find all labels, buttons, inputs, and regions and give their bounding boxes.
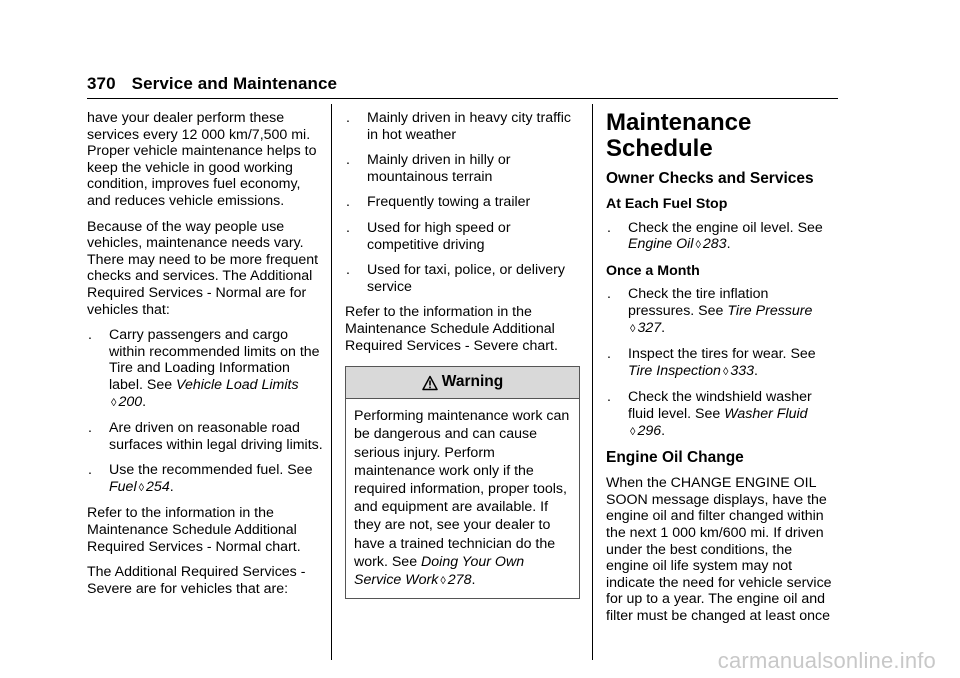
subsection-heading: Engine Oil Change bbox=[606, 449, 744, 467]
page-ref-icon: ◊ bbox=[138, 481, 145, 494]
paragraph: When the CHANGE ENGINE OIL SOON message displays, have the engine oil and filter changed within the next 1 000 km/600 mi. If driven under the best conditions, the engine oil life system may not indicate the need for vehicle service for up to a year. The engine oil and filter must be changed at least once bbox=[606, 475, 832, 624]
bullet-text: Check the windshield washer fluid level. See bbox=[628, 389, 812, 422]
bullet-dot: . bbox=[607, 219, 611, 236]
bullet-text: Inspect the tires for wear. See bbox=[628, 346, 816, 363]
cross-reference-link[interactable]: Vehicle Load Limits bbox=[176, 376, 299, 393]
page-ref-number[interactable]: 296 bbox=[637, 422, 662, 439]
paragraph: have your dealer perform these services every 12 000 km/7,500 mi. Proper vehicle maintenance helps to keep the vehicle in good working condition, improves fuel economy, and reduces vehicle emissions. bbox=[87, 110, 317, 209]
warning-header bbox=[346, 367, 579, 399]
section-title: Service and Maintenance bbox=[131, 74, 338, 93]
bullet-text: Used for high speed or competitive driving bbox=[367, 219, 511, 253]
bullet-text: Mainly driven in hilly or mountainous terrain bbox=[367, 152, 511, 185]
bullet-dot: . bbox=[346, 219, 350, 236]
page-ref-icon: ◊ bbox=[630, 322, 636, 335]
cross-reference-link[interactable]: Engine Oil bbox=[628, 236, 694, 253]
column-divider bbox=[331, 104, 332, 660]
bullet-item: . Inspect the tires for wear. See Tire Inspection ◊ 333. bbox=[607, 346, 816, 379]
bullet-dot: . bbox=[346, 110, 350, 126]
warning-body: Performing maintenance work can be dangerous and can cause serious injury. Perform maintenance work only if the required information, proper tools, and equipment are available. If they are not, see your dealer to have a trained technician do the work. See Doing Your Own Service Work ◊ 278. bbox=[354, 408, 570, 588]
paragraph: Because of the way people use vehicles, maintenance needs vary. There may need to be more frequent checks and services. The Additional Required Services - Normal are for vehicles that: bbox=[87, 218, 319, 318]
watermark: carmanualsonline.info bbox=[717, 648, 936, 673]
page-ref-icon: ◊ bbox=[111, 396, 117, 409]
bullet-item bbox=[345, 194, 580, 211]
cross-reference-link[interactable]: Tire Inspection bbox=[628, 362, 721, 379]
bullet-dot: . bbox=[607, 346, 611, 363]
warning-triangle-icon bbox=[422, 375, 438, 391]
subsection-heading: Owner Checks and Services bbox=[606, 170, 814, 187]
bullet-text: Frequently towing a trailer bbox=[367, 194, 531, 211]
bullet-item: . Use the recommended fuel. See Fuel ◊ 254. bbox=[88, 462, 313, 495]
cross-reference-link[interactable]: Washer Fluid bbox=[724, 405, 808, 422]
page-ref-icon: ◊ bbox=[695, 239, 701, 252]
bullet-dot: . bbox=[88, 420, 92, 437]
bullet-item bbox=[345, 262, 580, 295]
bullet-item: . Carry passengers and cargo within recommended limits on the Tire and Loading Information label. See Vehicle Load Limits ◊ 200. bbox=[88, 327, 320, 410]
bullet-item bbox=[87, 420, 327, 453]
warning-text: Performing maintenance work can be dangerous and can cause serious injury. Perform maintenance work only if the required information, proper tools, and equipment are available. If they are not, see your dealer to have a trained technician do the work. See bbox=[354, 408, 570, 570]
page-ref-number[interactable]: 333 bbox=[730, 362, 755, 379]
page-ref-icon: ◊ bbox=[722, 365, 729, 378]
minor-heading: At Each Fuel Stop bbox=[606, 196, 728, 212]
bullet-text: Use the recommended fuel. See bbox=[109, 462, 313, 479]
minor-heading: Once a Month bbox=[606, 262, 700, 279]
warning-title: Warning bbox=[441, 373, 504, 391]
bullet-text: Check the engine oil level. See bbox=[628, 219, 823, 236]
cross-reference-link[interactable]: Fuel bbox=[109, 478, 137, 495]
bullet-item: . Check the engine oil level. See Engine Oil ◊ 283. bbox=[607, 219, 823, 253]
paragraph: Refer to the information in the Maintenance Schedule Additional Required Services - Normal chart. bbox=[87, 505, 301, 555]
section-heading: Maintenance Schedule bbox=[606, 109, 752, 162]
bullet-dot: . bbox=[607, 389, 611, 406]
page-ref-number[interactable]: 327 bbox=[637, 319, 662, 336]
page-ref-number[interactable]: 254 bbox=[146, 478, 170, 495]
bullet-text: Used for taxi, police, or delivery service bbox=[367, 262, 565, 295]
bullet-text: Carry passengers and cargo within recommended limits on the Tire and Loading Information label. See bbox=[109, 327, 320, 393]
bullet-dot: . bbox=[346, 152, 350, 169]
bullet-dot: . bbox=[346, 194, 350, 211]
bullet-dot: . bbox=[346, 262, 350, 279]
bullet-text: Mainly driven in heavy city traffic in hot weather bbox=[367, 110, 571, 143]
bullet-item bbox=[345, 220, 580, 253]
page-ref-number[interactable]: 200 bbox=[118, 393, 143, 410]
page-ref-icon: ◊ bbox=[630, 425, 636, 438]
column-3 bbox=[606, 110, 838, 633]
cross-reference-link[interactable]: Tire Pressure bbox=[727, 302, 813, 319]
paragraph: Refer to the information in the Maintenance Schedule Additional Required Services - Severe chart. bbox=[345, 304, 558, 354]
bullet-item: . Check the windshield washer fluid level. See Washer Fluid ◊ 296. bbox=[607, 389, 812, 439]
column-1 bbox=[87, 110, 327, 606]
page-ref-icon: ◊ bbox=[440, 574, 446, 587]
paragraph: The Additional Required Services - Severe are for vehicles that are: bbox=[87, 564, 306, 597]
bullet-item bbox=[345, 110, 580, 143]
page-ref-number[interactable]: 283 bbox=[702, 236, 727, 253]
header-rule bbox=[87, 98, 838, 99]
warning-box bbox=[345, 366, 580, 599]
bullet-text: Check the tire inflation pressures. See bbox=[628, 286, 769, 319]
running-header bbox=[87, 74, 337, 94]
bullet-item bbox=[345, 152, 580, 185]
page-number: 370 bbox=[87, 74, 116, 93]
bullet-text: Are driven on reasonable road surfaces within legal driving limits. bbox=[109, 420, 323, 453]
column-divider bbox=[592, 104, 593, 660]
cross-reference-link[interactable]: Doing Your Own Service Work bbox=[354, 553, 525, 588]
column-2 bbox=[345, 110, 580, 599]
bullet-item: . Check the tire inflation pressures. See Tire Pressure ◊ 327. bbox=[607, 286, 813, 336]
bullet-dot: . bbox=[88, 462, 92, 479]
page-ref-number[interactable]: 278 bbox=[447, 571, 472, 588]
bullet-dot: . bbox=[88, 327, 92, 344]
bullet-dot: . bbox=[607, 286, 611, 303]
